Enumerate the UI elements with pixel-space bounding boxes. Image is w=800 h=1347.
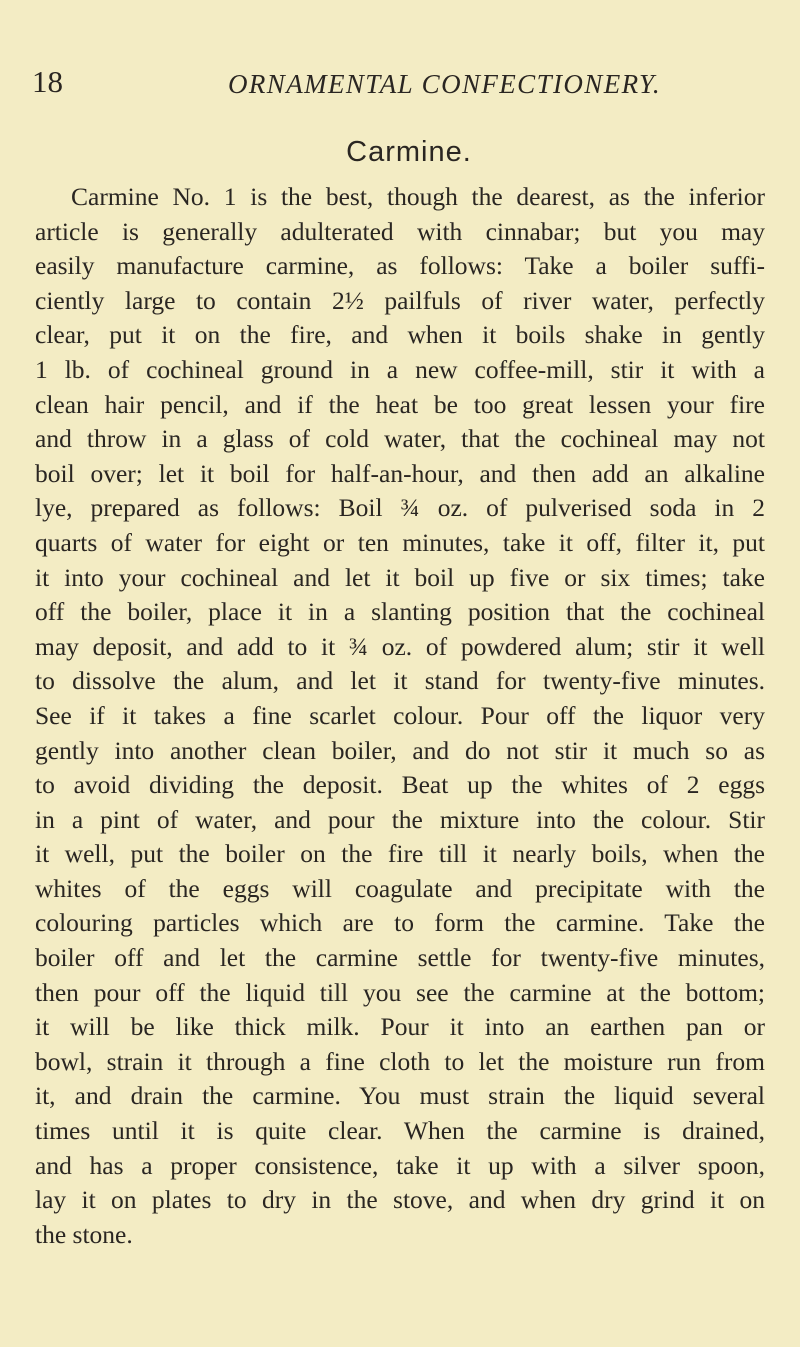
text-line: boiler off and let the carmine settle for twenty-five minutes,	[35, 943, 765, 973]
text-line: then pour off the liquid till you see the carmine at the bottom;	[35, 977, 765, 1007]
text-line: Carmine No. 1 is the best, though the dearest, as the inferior	[71, 182, 765, 211]
text-line: the stone.	[35, 1219, 133, 1249]
text-line: See if it takes a fine scarlet colour. Pour off the liquor very	[35, 700, 765, 730]
text-line: clean hair pencil, and if the heat be too great lessen your fire	[35, 389, 765, 419]
text-line: ciently large to contain 2½ pailfuls of river water, perfectly	[35, 285, 765, 315]
text-line: quarts of water for eight or ten minutes, take it off, filter it, put	[35, 527, 765, 557]
text-line: and has a proper consistence, take it up with a silver spoon,	[35, 1150, 765, 1180]
text-line: boil over; let it boil for half-an-hour, and then add an alkaline	[35, 458, 765, 488]
text-line: it, and drain the carmine. You must strain the liquid several	[35, 1081, 765, 1111]
text-line: and throw in a glass of cold water, that the cochineal may not	[35, 424, 765, 454]
text-line: to avoid dividing the deposit. Beat up the whites of 2 eggs	[35, 770, 765, 800]
text-line: times until it is quite clear. When the carmine is drained,	[35, 1116, 765, 1146]
text-line: it will be like thick milk. Pour it into an earthen pan or	[35, 1012, 765, 1042]
text-line: it well, put the boiler on the fire till it nearly boils, when the	[35, 839, 765, 869]
text-line: it into your cochineal and let it boil up five or six times; take	[35, 562, 765, 592]
body-paragraph	[35, 180, 765, 1252]
running-title: ORNAMENTAL CONFECTIONERY.	[228, 69, 662, 99]
text-line: article is generally adulterated with cinnabar; but you may	[35, 216, 765, 246]
text-line: off the boiler, place it in a slanting position that the cochineal	[35, 597, 765, 627]
text-line: in a pint of water, and pour the mixture into the colour. Stir	[35, 804, 765, 834]
text-line: lye, prepared as follows: Boil ¾ oz. of pulverised soda in 2	[35, 493, 765, 523]
text-line: lay it on plates to dry in the stove, and when dry grind it on	[35, 1185, 765, 1215]
text-line: colouring particles which are to form the carmine. Take the	[35, 908, 765, 938]
text-line: 1 lb. of cochineal ground in a new coffee-mill, stir it with a	[35, 354, 765, 384]
text-line: bowl, strain it through a fine cloth to let the moisture run from	[35, 1046, 765, 1076]
text-line: whites of the eggs will coagulate and precipitate with the	[35, 873, 765, 903]
text-line: may deposit, and add to it ¾ oz. of powdered alum; stir it well	[35, 631, 765, 661]
page-number: 18	[32, 64, 63, 99]
text-line: easily manufacture carmine, as follows: Take a boiler suffi-	[35, 251, 765, 281]
text-line: gently into another clean boiler, and do not stir it much so as	[35, 735, 765, 765]
text-line: clear, put it on the fire, and when it boils shake in gently	[35, 320, 765, 350]
section-title: Carmine.	[346, 136, 472, 168]
text-line: to dissolve the alum, and let it stand for twenty-five minutes.	[35, 666, 765, 696]
